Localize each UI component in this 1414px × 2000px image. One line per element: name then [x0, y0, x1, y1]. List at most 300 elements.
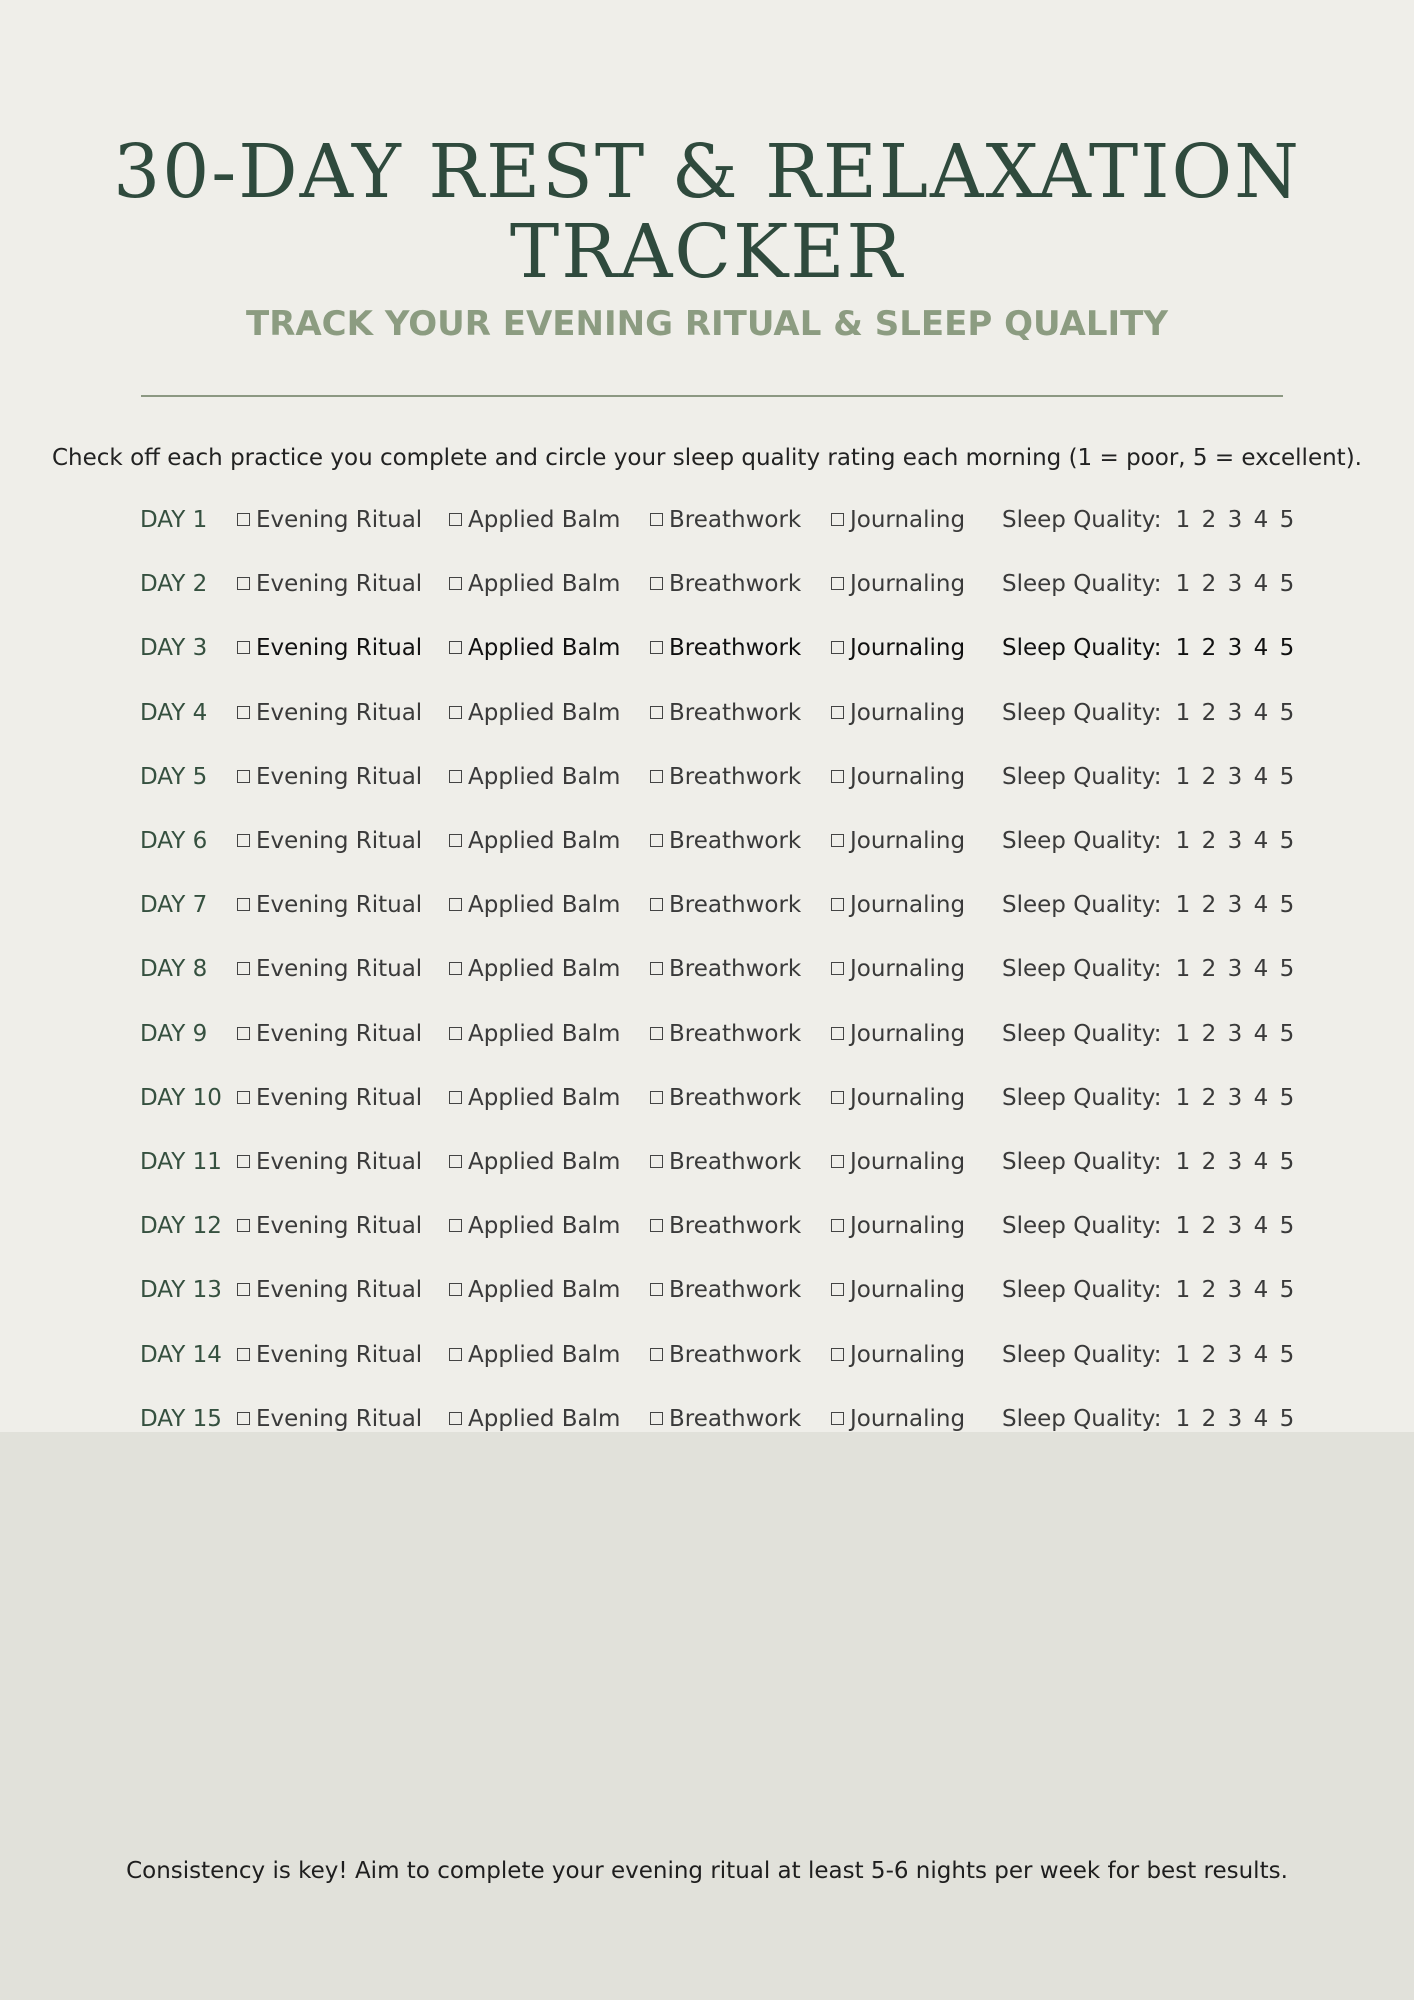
practice-label: Applied Balm	[468, 699, 621, 726]
rating-option[interactable]: 1	[1175, 699, 1191, 726]
practice-label: Evening Ritual	[256, 763, 423, 790]
checkbox-icon	[237, 706, 250, 719]
practice-label: Journaling	[850, 1213, 966, 1240]
practice-label: Applied Balm	[468, 828, 621, 854]
rating-option[interactable]: 3	[1227, 635, 1243, 662]
day-row	[0, 1142, 1414, 1182]
practice-label: Evening Ritual	[256, 892, 423, 919]
practice-label: Evening Ritual	[256, 828, 423, 854]
practice-checkbox-applied-balm[interactable]	[449, 1206, 620, 1246]
practice-checkbox-evening-ritual[interactable]	[237, 1078, 422, 1118]
checkbox-icon	[831, 577, 844, 590]
rating-option[interactable]: 3	[1227, 571, 1243, 598]
day-row	[0, 757, 1414, 797]
sleep-quality-label: Sleep Quality:	[1002, 699, 1162, 726]
title-line-2: TRACKER	[509, 209, 905, 295]
sleep-quality-ratings	[1170, 1270, 1300, 1310]
practice-label: Breathwork	[669, 956, 802, 983]
checkbox-icon	[650, 577, 663, 590]
rating-option[interactable]: 2	[1201, 1277, 1217, 1304]
practice-checkbox-journaling[interactable]	[831, 821, 965, 861]
checkbox-icon	[449, 1348, 462, 1361]
practice-label: Applied Balm	[468, 571, 621, 598]
practice-label: Journaling	[850, 1149, 966, 1175]
practice-checkbox-evening-ritual[interactable]	[237, 564, 422, 604]
sleep-quality-label: Sleep Quality:	[1002, 763, 1162, 790]
practice-checkbox-breathwork[interactable]	[650, 628, 801, 668]
rating-option[interactable]: 3	[1227, 1020, 1243, 1047]
day-row	[0, 1206, 1414, 1246]
rating-option[interactable]: 3	[1227, 828, 1243, 854]
practice-label: Evening Ritual	[256, 1084, 423, 1111]
practice-checkbox-evening-ritual[interactable]	[237, 500, 422, 540]
practice-checkbox-journaling[interactable]	[831, 885, 965, 925]
practice-label: Breathwork	[669, 699, 802, 726]
practice-checkbox-applied-balm[interactable]	[449, 693, 620, 733]
rating-option[interactable]: 5	[1279, 828, 1295, 854]
practice-label: Journaling	[850, 507, 966, 533]
rating-option[interactable]: 3	[1227, 892, 1243, 919]
practice-checkbox-evening-ritual[interactable]	[237, 1206, 422, 1246]
practice-label: Breathwork	[669, 507, 802, 533]
checkbox-icon	[449, 1155, 462, 1168]
rating-option[interactable]: 2	[1201, 635, 1217, 662]
sleep-quality-ratings	[1170, 949, 1300, 989]
checkbox-icon	[237, 1091, 250, 1104]
practice-label: Applied Balm	[468, 1277, 621, 1304]
sleep-quality-ratings	[1170, 757, 1300, 797]
practice-checkbox-evening-ritual[interactable]	[237, 821, 422, 861]
practice-checkbox-applied-balm[interactable]	[449, 500, 620, 540]
rating-option[interactable]: 1	[1175, 507, 1191, 533]
rating-option[interactable]: 2	[1201, 571, 1217, 598]
practice-label: Journaling	[850, 956, 966, 983]
rating-option[interactable]: 4	[1253, 892, 1269, 919]
rating-option[interactable]: 5	[1279, 507, 1295, 533]
rating-option[interactable]: 5	[1279, 1277, 1295, 1304]
practice-checkbox-evening-ritual[interactable]	[237, 885, 422, 925]
practice-checkbox-evening-ritual[interactable]	[237, 1270, 422, 1310]
checkbox-icon	[650, 1091, 663, 1104]
practice-label: Applied Balm	[468, 1341, 621, 1368]
rating-option[interactable]: 4	[1253, 956, 1269, 983]
day-row	[0, 885, 1414, 925]
practice-label: Evening Ritual	[256, 1341, 423, 1368]
practice-label: Journaling	[850, 699, 966, 726]
practice-label: Journaling	[850, 892, 966, 919]
rating-option[interactable]: 3	[1227, 1341, 1243, 1368]
practice-checkbox-breathwork[interactable]	[650, 564, 801, 604]
day-label: DAY 2	[140, 571, 208, 598]
checkbox-icon	[650, 770, 663, 783]
rating-option[interactable]: 2	[1201, 956, 1217, 983]
practice-label: Applied Balm	[468, 1020, 621, 1047]
rating-option[interactable]: 1	[1175, 956, 1191, 983]
practice-checkbox-applied-balm[interactable]	[449, 1142, 620, 1182]
rating-option[interactable]: 5	[1279, 1084, 1295, 1111]
instructions-text: Check off each practice you complete and circle your sleep quality rating each morning (1 = poor, 5 = excellent).	[52, 445, 1362, 471]
rating-option[interactable]: 1	[1175, 1020, 1191, 1047]
practice-checkbox-evening-ritual[interactable]	[237, 1142, 422, 1182]
sleep-quality-ratings	[1170, 885, 1300, 925]
day-row	[0, 949, 1414, 989]
rating-option[interactable]: 3	[1227, 1213, 1243, 1240]
checkbox-icon	[237, 834, 250, 847]
sleep-quality-label: Sleep Quality:	[1002, 1277, 1162, 1304]
checkbox-icon	[237, 1348, 250, 1361]
checkbox-icon	[831, 1027, 844, 1040]
rating-option[interactable]: 2	[1201, 1341, 1217, 1368]
rating-option[interactable]: 3	[1227, 1277, 1243, 1304]
day-row	[0, 1270, 1414, 1310]
day-label: DAY 9	[140, 1020, 208, 1047]
checkbox-icon	[650, 834, 663, 847]
practice-checkbox-journaling[interactable]	[831, 500, 965, 540]
practice-checkbox-journaling[interactable]	[831, 1142, 965, 1182]
rating-option[interactable]: 2	[1201, 1213, 1217, 1240]
practice-checkbox-evening-ritual[interactable]	[237, 757, 422, 797]
day-row	[0, 628, 1414, 668]
practice-label: Evening Ritual	[256, 956, 423, 983]
checkbox-icon	[831, 706, 844, 719]
rating-option[interactable]: 1	[1175, 1277, 1191, 1304]
rating-option[interactable]: 1	[1175, 892, 1191, 919]
rating-option[interactable]: 1	[1175, 571, 1191, 598]
rating-option[interactable]: 5	[1279, 1213, 1295, 1240]
practice-checkbox-breathwork[interactable]	[650, 821, 801, 861]
day-row	[0, 564, 1414, 604]
rating-option[interactable]: 3	[1227, 956, 1243, 983]
practice-label: Evening Ritual	[256, 1149, 423, 1175]
checkbox-icon	[449, 898, 462, 911]
practice-label: Breathwork	[669, 1020, 802, 1047]
practice-checkbox-applied-balm[interactable]	[449, 757, 620, 797]
practice-checkbox-applied-balm[interactable]	[449, 885, 620, 925]
rating-option[interactable]: 2	[1201, 1084, 1217, 1111]
sleep-quality-label: Sleep Quality:	[1002, 956, 1162, 983]
practice-checkbox-applied-balm[interactable]	[449, 821, 620, 861]
practice-label: Evening Ritual	[256, 1213, 423, 1240]
checkbox-icon	[237, 962, 250, 975]
rating-option[interactable]: 5	[1279, 956, 1295, 983]
rating-option[interactable]: 1	[1175, 1341, 1191, 1368]
checkbox-icon	[237, 577, 250, 590]
checkbox-icon	[449, 834, 462, 847]
practice-checkbox-journaling[interactable]	[831, 1206, 965, 1246]
sleep-quality-label: Sleep Quality:	[1002, 571, 1162, 598]
rating-option[interactable]: 4	[1253, 635, 1269, 662]
rating-option[interactable]: 4	[1253, 1149, 1269, 1175]
practice-checkbox-evening-ritual[interactable]	[237, 1335, 422, 1375]
checkbox-icon	[237, 1283, 250, 1296]
day-row	[0, 1335, 1414, 1375]
practice-checkbox-journaling[interactable]	[831, 1399, 965, 1439]
practice-label: Breathwork	[669, 1277, 802, 1304]
rating-option[interactable]: 3	[1227, 699, 1243, 726]
rating-option[interactable]: 3	[1227, 763, 1243, 790]
practice-label: Breathwork	[669, 1149, 802, 1175]
day-row	[0, 821, 1414, 861]
checkbox-icon	[449, 1283, 462, 1296]
checkbox-icon	[831, 1091, 844, 1104]
practice-label: Breathwork	[669, 763, 802, 790]
rating-option[interactable]: 5	[1279, 635, 1295, 662]
rating-option[interactable]: 1	[1175, 635, 1191, 662]
rating-option[interactable]: 1	[1175, 763, 1191, 790]
practice-label: Evening Ritual	[256, 699, 423, 726]
practice-checkbox-breathwork[interactable]	[650, 1399, 801, 1439]
sleep-quality-ratings	[1170, 628, 1300, 668]
practice-checkbox-journaling[interactable]	[831, 564, 965, 604]
rating-option[interactable]: 5	[1279, 1149, 1295, 1175]
practice-checkbox-breathwork[interactable]	[650, 1014, 801, 1054]
rating-option[interactable]: 3	[1227, 507, 1243, 533]
practice-checkbox-breathwork[interactable]	[650, 885, 801, 925]
day-label: DAY 15	[140, 1405, 222, 1432]
practice-label: Journaling	[850, 1277, 966, 1304]
rating-option[interactable]: 2	[1201, 1149, 1217, 1175]
practice-checkbox-applied-balm[interactable]	[449, 628, 620, 668]
practice-checkbox-journaling[interactable]	[831, 693, 965, 733]
sleep-quality-label: Sleep Quality:	[1002, 1084, 1162, 1111]
rating-option[interactable]: 5	[1279, 699, 1295, 726]
practice-label: Journaling	[850, 763, 966, 790]
tracker-list	[0, 500, 1414, 1430]
sleep-quality-ratings	[1170, 564, 1300, 604]
practice-checkbox-applied-balm[interactable]	[449, 1335, 620, 1375]
checkbox-icon	[449, 1219, 462, 1232]
checkbox-icon	[237, 1412, 250, 1425]
day-label: DAY 13	[140, 1277, 222, 1304]
checkbox-icon	[650, 641, 663, 654]
practice-label: Evening Ritual	[256, 1020, 423, 1047]
checkbox-icon	[237, 641, 250, 654]
sleep-quality-ratings	[1170, 1206, 1300, 1246]
rating-option[interactable]: 1	[1175, 828, 1191, 854]
checkbox-icon	[449, 706, 462, 719]
checkbox-icon	[650, 1219, 663, 1232]
practice-checkbox-evening-ritual[interactable]	[237, 693, 422, 733]
rating-option[interactable]: 1	[1175, 1213, 1191, 1240]
rating-option[interactable]: 4	[1253, 1405, 1269, 1432]
practice-label: Applied Balm	[468, 956, 621, 983]
practice-checkbox-journaling[interactable]	[831, 1270, 965, 1310]
practice-checkbox-evening-ritual[interactable]	[237, 1014, 422, 1054]
day-label: DAY 6	[140, 828, 208, 854]
practice-checkbox-applied-balm[interactable]	[449, 1014, 620, 1054]
practice-label: Applied Balm	[468, 1084, 621, 1111]
practice-checkbox-journaling[interactable]	[831, 628, 965, 668]
checkbox-icon	[831, 1348, 844, 1361]
checkbox-icon	[237, 770, 250, 783]
practice-label: Journaling	[850, 1341, 966, 1368]
checkbox-icon	[831, 1283, 844, 1296]
bottom-band	[0, 1432, 1414, 2000]
practice-checkbox-breathwork[interactable]	[650, 1270, 801, 1310]
page-title	[0, 129, 1414, 295]
practice-checkbox-breathwork[interactable]	[650, 1335, 801, 1375]
checkbox-icon	[650, 513, 663, 526]
sleep-quality-ratings	[1170, 1142, 1300, 1182]
practice-label: Applied Balm	[468, 1149, 621, 1175]
practice-checkbox-journaling[interactable]	[831, 1078, 965, 1118]
practice-label: Breathwork	[669, 1084, 802, 1111]
sleep-quality-ratings	[1170, 693, 1300, 733]
checkbox-icon	[831, 770, 844, 783]
rating-option[interactable]: 2	[1201, 892, 1217, 919]
practice-checkbox-breathwork[interactable]	[650, 693, 801, 733]
sleep-quality-ratings	[1170, 500, 1300, 540]
title-line-1: 30-DAY REST & RELAXATION	[113, 129, 1301, 215]
practice-label: Journaling	[850, 1084, 966, 1111]
rating-option[interactable]: 2	[1201, 699, 1217, 726]
practice-label: Journaling	[850, 828, 966, 854]
rating-option[interactable]: 4	[1253, 571, 1269, 598]
rating-option[interactable]: 4	[1253, 1084, 1269, 1111]
rating-option[interactable]: 1	[1175, 1084, 1191, 1111]
rating-option[interactable]: 2	[1201, 763, 1217, 790]
rating-option[interactable]: 5	[1279, 571, 1295, 598]
checkbox-icon	[237, 1155, 250, 1168]
practice-label: Breathwork	[669, 1213, 802, 1240]
sleep-quality-ratings	[1170, 1399, 1300, 1439]
rating-option[interactable]: 2	[1201, 828, 1217, 854]
practice-label: Breathwork	[669, 1405, 802, 1432]
practice-label: Breathwork	[669, 635, 802, 662]
rating-option[interactable]: 4	[1253, 1020, 1269, 1047]
day-label: DAY 8	[140, 956, 208, 983]
checkbox-icon	[831, 834, 844, 847]
practice-checkbox-applied-balm[interactable]	[449, 1270, 620, 1310]
rating-option[interactable]: 2	[1201, 1020, 1217, 1047]
rating-option[interactable]: 5	[1279, 1341, 1295, 1368]
checkbox-icon	[650, 1155, 663, 1168]
practice-label: Applied Balm	[468, 763, 621, 790]
rating-option[interactable]: 4	[1253, 1341, 1269, 1368]
rating-option[interactable]: 3	[1227, 1084, 1243, 1111]
checkbox-icon	[831, 1412, 844, 1425]
practice-checkbox-breathwork[interactable]	[650, 949, 801, 989]
day-row	[0, 1399, 1414, 1439]
practice-checkbox-breathwork[interactable]	[650, 757, 801, 797]
checkbox-icon	[237, 1027, 250, 1040]
rating-option[interactable]: 2	[1201, 507, 1217, 533]
sleep-quality-label: Sleep Quality:	[1002, 1149, 1162, 1175]
checkbox-icon	[831, 641, 844, 654]
rating-option[interactable]: 4	[1253, 699, 1269, 726]
rating-option[interactable]: 1	[1175, 1405, 1191, 1432]
practice-checkbox-applied-balm[interactable]	[449, 1078, 620, 1118]
day-label: DAY 10	[140, 1084, 222, 1111]
checkbox-icon	[449, 513, 462, 526]
practice-label: Applied Balm	[468, 892, 621, 919]
day-row	[0, 500, 1414, 540]
practice-label: Applied Balm	[468, 635, 621, 662]
sleep-quality-label: Sleep Quality:	[1002, 1020, 1162, 1047]
practice-label: Applied Balm	[468, 507, 621, 533]
checkbox-icon	[650, 1283, 663, 1296]
practice-checkbox-applied-balm[interactable]	[449, 949, 620, 989]
checkbox-icon	[237, 513, 250, 526]
sleep-quality-label: Sleep Quality:	[1002, 1405, 1162, 1432]
practice-checkbox-journaling[interactable]	[831, 1014, 965, 1054]
page-subtitle: TRACK YOUR EVENING RITUAL & SLEEP QUALITY	[246, 304, 1168, 344]
practice-label: Journaling	[850, 1020, 966, 1047]
practice-checkbox-journaling[interactable]	[831, 757, 965, 797]
checkbox-icon	[449, 1027, 462, 1040]
sleep-quality-ratings	[1170, 1078, 1300, 1118]
checkbox-icon	[237, 898, 250, 911]
practice-checkbox-breathwork[interactable]	[650, 1206, 801, 1246]
checkbox-icon	[650, 898, 663, 911]
practice-checkbox-evening-ritual[interactable]	[237, 949, 422, 989]
checkbox-icon	[650, 1027, 663, 1040]
checkbox-icon	[831, 1155, 844, 1168]
sleep-quality-label: Sleep Quality:	[1002, 635, 1162, 662]
checkbox-icon	[831, 962, 844, 975]
rating-option[interactable]: 2	[1201, 1405, 1217, 1432]
day-label: DAY 7	[140, 892, 208, 919]
practice-label: Evening Ritual	[256, 1277, 423, 1304]
rating-option[interactable]: 4	[1253, 1277, 1269, 1304]
practice-label: Breathwork	[669, 571, 802, 598]
checkbox-icon	[650, 706, 663, 719]
day-label: DAY 12	[140, 1213, 222, 1240]
sleep-quality-label: Sleep Quality:	[1002, 1213, 1162, 1240]
practice-checkbox-evening-ritual[interactable]	[237, 1399, 422, 1439]
day-row	[0, 693, 1414, 733]
rating-option[interactable]: 4	[1253, 763, 1269, 790]
rating-option[interactable]: 5	[1279, 1405, 1295, 1432]
rating-option[interactable]: 4	[1253, 1213, 1269, 1240]
sleep-quality-label: Sleep Quality:	[1002, 507, 1162, 533]
rating-option[interactable]: 3	[1227, 1149, 1243, 1175]
rating-option[interactable]: 3	[1227, 1405, 1243, 1432]
practice-label: Evening Ritual	[256, 507, 423, 533]
practice-checkbox-journaling[interactable]	[831, 949, 965, 989]
rating-option[interactable]: 5	[1279, 1020, 1295, 1047]
practice-label: Evening Ritual	[256, 1405, 423, 1432]
practice-label: Evening Ritual	[256, 571, 423, 598]
rating-option[interactable]: 4	[1253, 507, 1269, 533]
rating-option[interactable]: 4	[1253, 828, 1269, 854]
practice-checkbox-journaling[interactable]	[831, 1335, 965, 1375]
checkbox-icon	[449, 641, 462, 654]
practice-checkbox-breathwork[interactable]	[650, 1078, 801, 1118]
checkbox-icon	[831, 513, 844, 526]
practice-checkbox-applied-balm[interactable]	[449, 1399, 620, 1439]
checkbox-icon	[650, 1412, 663, 1425]
checkbox-icon	[449, 1091, 462, 1104]
practice-label: Evening Ritual	[256, 635, 423, 662]
header-divider	[141, 395, 1283, 397]
practice-checkbox-evening-ritual[interactable]	[237, 628, 422, 668]
practice-label: Applied Balm	[468, 1213, 621, 1240]
sleep-quality-ratings	[1170, 1335, 1300, 1375]
day-label: DAY 4	[140, 699, 208, 726]
rating-option[interactable]: 5	[1279, 892, 1295, 919]
practice-checkbox-breathwork[interactable]	[650, 500, 801, 540]
checkbox-icon	[449, 770, 462, 783]
practice-checkbox-applied-balm[interactable]	[449, 564, 620, 604]
practice-checkbox-breathwork[interactable]	[650, 1142, 801, 1182]
rating-option[interactable]: 5	[1279, 763, 1295, 790]
sleep-quality-ratings	[1170, 821, 1300, 861]
practice-label: Applied Balm	[468, 1405, 621, 1432]
rating-option[interactable]: 1	[1175, 1149, 1191, 1175]
day-label: DAY 14	[140, 1341, 222, 1368]
sleep-quality-ratings	[1170, 1014, 1300, 1054]
